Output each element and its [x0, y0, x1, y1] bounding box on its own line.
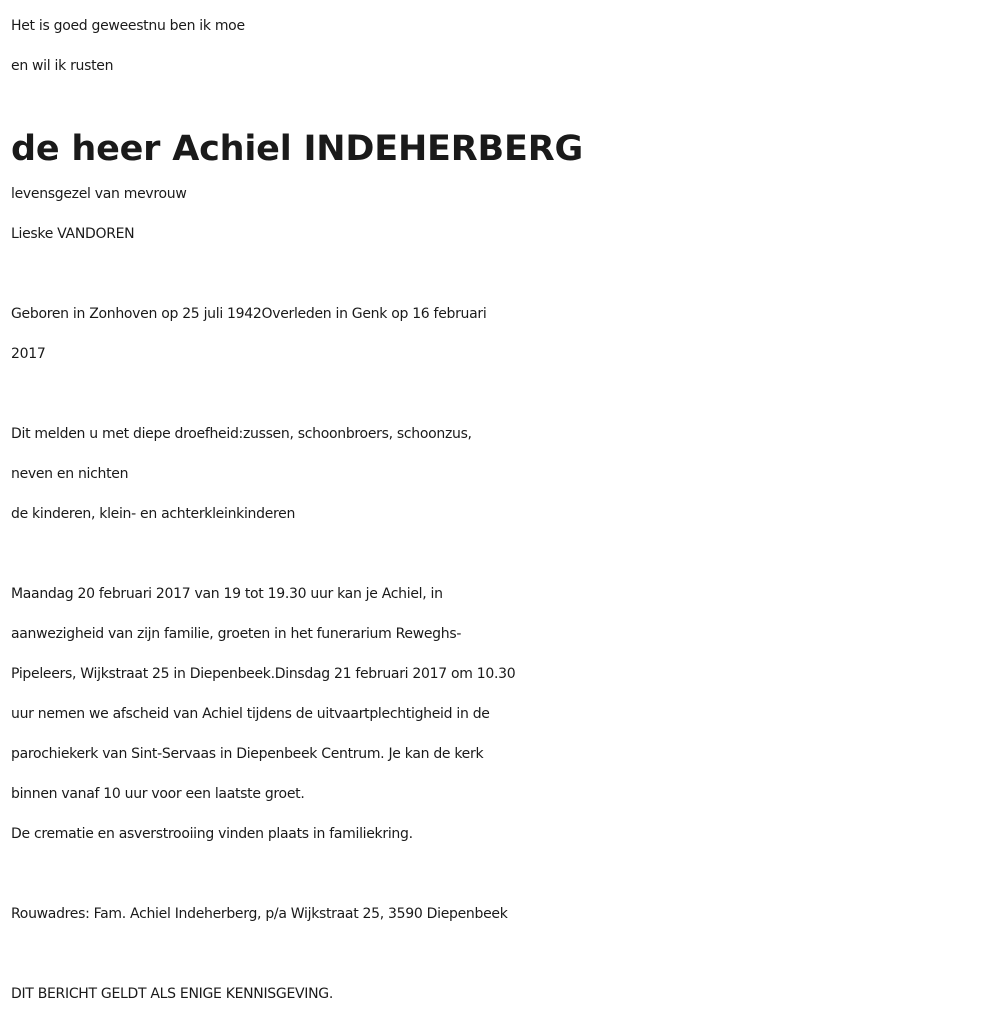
- spacer: [11, 374, 996, 414]
- motto-line-1: Het is goed geweestnu ben ik moe: [11, 18, 245, 34]
- spacer: [11, 254, 996, 294]
- announcement-line-1: Dit melden u met diepe droefheid:zussen, schoonbroers, schoonzus,: [11, 426, 472, 442]
- spacer: [11, 854, 996, 894]
- ceremony-line-6: binnen vanaf 10 uur voor een laatste groet.: [11, 786, 305, 802]
- relation-line-1: levensgezel van mevrouw: [11, 186, 187, 202]
- ceremony-line-1: Maandag 20 februari 2017 van 19 tot 19.30 uur kan je Achiel, in: [11, 586, 443, 602]
- ceremony-line-7: De crematie en asverstrooiing vinden plaats in familiekring.: [11, 826, 413, 842]
- spacer: [11, 534, 996, 574]
- deceased-name: de heer Achiel INDEHERBERG: [11, 129, 583, 169]
- dates-line-2: 2017: [11, 346, 46, 362]
- dates-line-1: Geboren in Zonhoven op 25 juli 1942Overleden in Genk op 16 februari: [11, 306, 487, 322]
- ceremony-line-5: parochiekerk van Sint-Servaas in Diepenbeek Centrum. Je kan de kerk: [11, 746, 484, 762]
- announcement-line-2: neven en nichten: [11, 466, 129, 482]
- address-line: Rouwadres: Fam. Achiel Indeherberg, p/a Wijkstraat 25, 3590 Diepenbeek: [11, 906, 508, 922]
- ceremony-line-2: aanwezigheid van zijn familie, groeten in het funerarium Reweghs-: [11, 626, 462, 642]
- obituary-document: [11, 0, 996, 1014]
- notice-line: DIT BERICHT GELDT ALS ENIGE KENNISGEVING.: [11, 986, 333, 1002]
- motto-line-2: en wil ik rusten: [11, 58, 114, 74]
- ceremony-line-3: Pipeleers, Wijkstraat 25 in Diepenbeek.Dinsdag 21 februari 2017 om 10.30: [11, 666, 516, 682]
- ceremony-line-4: uur nemen we afscheid van Achiel tijdens de uitvaartplechtigheid in de: [11, 706, 490, 722]
- relation-line-2: Lieske VANDOREN: [11, 226, 135, 242]
- spacer: [11, 934, 996, 974]
- announcement-line-3: de kinderen, klein- en achterkleinkinderen: [11, 506, 296, 522]
